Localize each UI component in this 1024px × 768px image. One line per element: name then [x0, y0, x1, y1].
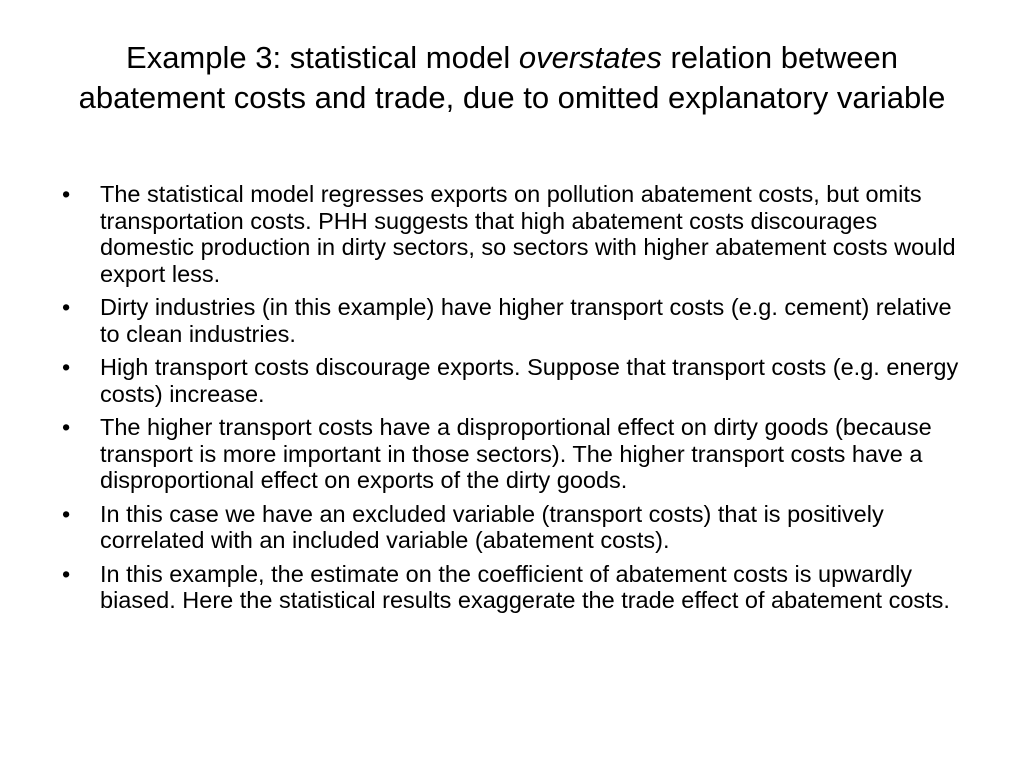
bullet-list [62, 181, 972, 621]
bullet-text: In this case we have an excluded variable (transport costs) that is positively correlated with an included variable (abatement costs). [100, 500, 884, 553]
slide-title-emphasis: overstates [518, 40, 662, 75]
bullet-item [62, 294, 972, 347]
bullet-item [62, 354, 972, 407]
slide-title-after: relation between abatement costs and trade, due to omitted explanatory variable [78, 40, 946, 115]
bullet-marker: • [62, 354, 71, 380]
bullet-marker: • [62, 294, 71, 320]
bullet-item [62, 414, 972, 494]
bullet-marker: • [62, 500, 71, 527]
bullet-item [62, 181, 972, 287]
bullet-marker: • [62, 414, 71, 440]
bullet-item [62, 561, 972, 614]
bullet-text: Dirty industries (in this example) have higher transport costs (e.g. cement) relative to clean industries. [100, 294, 952, 347]
bullet-marker: • [62, 181, 71, 207]
bullet-marker: • [62, 560, 71, 587]
bullet-item [62, 501, 972, 554]
slide-title [60, 38, 964, 118]
bullet-text: High transport costs discourage exports. Suppose that transport costs (e.g. energy costs) increase. [100, 354, 959, 407]
bullet-text: In this example, the estimate on the coefficient of abatement costs is upwardly biased. Here the statistical results exaggerate the trade effect of abatement costs. [100, 560, 950, 613]
bullet-text: The statistical model regresses exports on pollution abatement costs, but omits transportation costs. PHH suggests that high abatement costs discourages domestic production in dirty sectors, so sectors with higher abatement costs would export less. [100, 181, 956, 287]
bullet-text: The higher transport costs have a disproportional effect on dirty goods (because transport is more important in those sectors). The higher transport costs have a disproportional effect on exports of the dirty goods. [100, 414, 932, 493]
slide-title-before: Example 3: statistical model [126, 40, 519, 75]
